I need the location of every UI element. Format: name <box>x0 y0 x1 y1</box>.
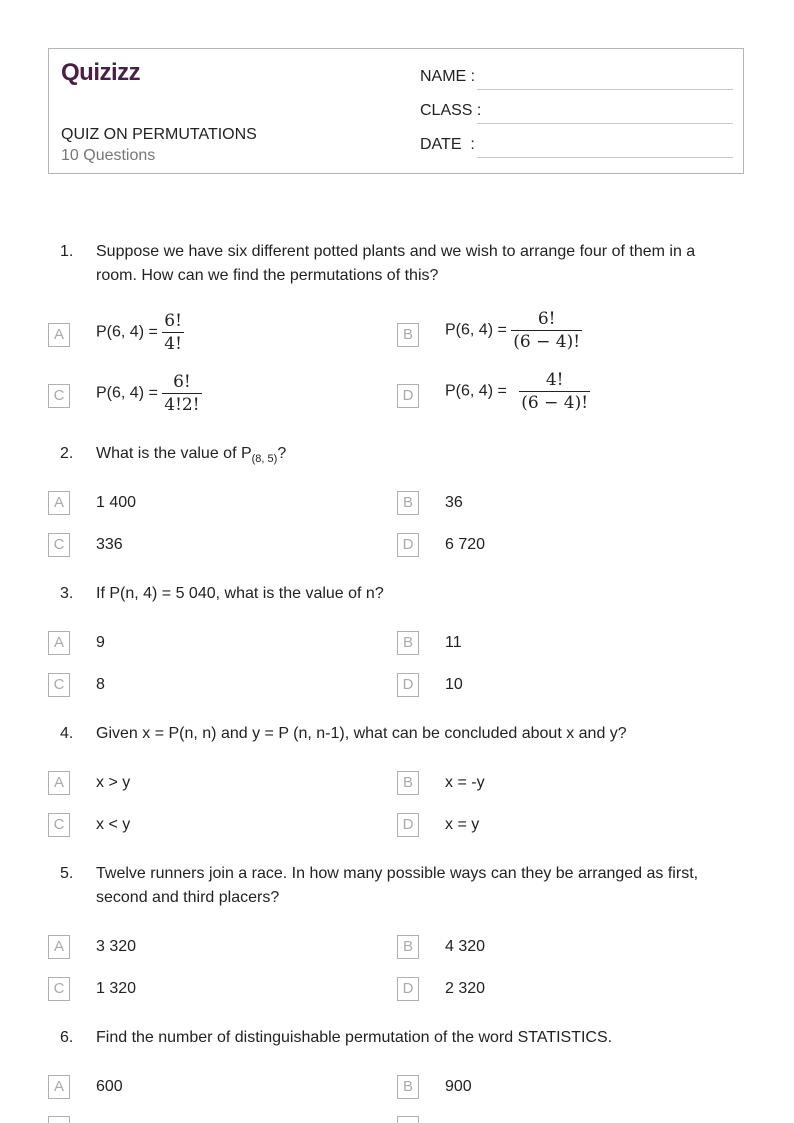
numerator: 6! <box>164 311 182 331</box>
numerator: 6! <box>173 372 191 392</box>
question-3 <box>60 582 740 606</box>
option-a-text[interactable] <box>96 310 184 355</box>
name-label: NAME : <box>420 68 476 85</box>
option-letter-a[interactable]: A <box>48 631 70 655</box>
question-number: 5. <box>60 865 74 882</box>
option-letter-a[interactable]: A <box>48 935 70 959</box>
option-letter-b[interactable]: B <box>397 491 419 515</box>
option-a-text[interactable]: 600 <box>96 1078 123 1095</box>
fraction <box>511 308 582 353</box>
quiz-title: QUIZ ON PERMUTATIONS <box>61 126 257 143</box>
question-number: 2. <box>60 445 74 462</box>
question-number: 3. <box>60 585 74 602</box>
option-d-text[interactable]: 10 <box>445 676 463 693</box>
option-a-text[interactable]: 3 320 <box>96 938 137 955</box>
option-b-text[interactable] <box>445 308 582 353</box>
question-text: Find the number of distinguishable permutation of the word STATISTICS. <box>96 1029 613 1046</box>
option-d-text[interactable]: 2 320 <box>445 980 486 997</box>
option-a-text[interactable]: 1 400 <box>96 494 137 511</box>
question-text: Twelve runners join a race. In how many possible ways can they be arranged as first, second and third placers? <box>96 865 699 906</box>
option-b-text[interactable]: 4 320 <box>445 938 486 955</box>
fraction <box>162 310 184 355</box>
numerator: 6! <box>537 309 556 329</box>
class-label: CLASS : <box>420 102 482 119</box>
option-d-text[interactable]: x = y <box>445 816 480 833</box>
formula-prefix: P(6, 4) = <box>96 323 158 341</box>
option-letter-c[interactable]: C <box>48 673 70 697</box>
fraction <box>162 371 201 416</box>
option-letter-c[interactable]: C <box>48 384 70 408</box>
option-letter-c[interactable]: C <box>48 813 70 837</box>
quizizz-logo: Quizizz <box>61 59 141 86</box>
formula-prefix: P(6, 4) = <box>445 321 507 339</box>
option-letter-b[interactable]: B <box>397 631 419 655</box>
question-5 <box>60 862 740 910</box>
option-letter-b[interactable]: B <box>397 1075 419 1099</box>
option-letter-b[interactable]: B <box>397 935 419 959</box>
name-field[interactable] <box>477 89 733 90</box>
option-letter-d[interactable]: D <box>397 673 419 697</box>
option-b-text[interactable]: x = -y <box>445 774 485 791</box>
question-text <box>96 442 728 471</box>
option-letter-a[interactable]: A <box>48 771 70 795</box>
option-letter-c[interactable]: C <box>48 977 70 1001</box>
option-letter-d[interactable]: D <box>397 384 419 408</box>
denominator: 4! <box>164 334 182 354</box>
question-1 <box>60 240 740 288</box>
option-letter-b[interactable]: B <box>397 323 419 347</box>
option-letter-a[interactable]: A <box>48 323 70 347</box>
option-d-text[interactable]: 6 720 <box>445 536 486 553</box>
option-letter-d[interactable]: D <box>397 977 419 1001</box>
option-c-text[interactable]: x < y <box>96 816 131 833</box>
class-field[interactable] <box>477 123 733 124</box>
option-letter-d[interactable]: D <box>397 813 419 837</box>
question-text: Suppose we have six different potted plants and we wish to arrange four of them in a room. How can we find the permutations of this? <box>96 243 696 284</box>
question-2 <box>60 442 740 466</box>
option-c-text[interactable] <box>96 371 202 416</box>
option-letter-a[interactable]: A <box>48 491 70 515</box>
formula-prefix: P(6, 4) = <box>445 382 507 400</box>
fraction <box>519 369 590 414</box>
option-letter-d[interactable]: D <box>397 533 419 557</box>
question-number: 6. <box>60 1029 74 1046</box>
question-number: 4. <box>60 725 74 742</box>
option-c-text[interactable]: 336 <box>96 536 123 553</box>
question-number: 1. <box>60 243 74 260</box>
question-6 <box>60 1026 740 1050</box>
option-c-text[interactable]: 8 <box>96 676 105 693</box>
option-letter-c-partial[interactable] <box>48 1116 70 1123</box>
question-count: 10 Questions <box>61 147 156 164</box>
worksheet-header <box>48 48 744 174</box>
denominator: 4!2! <box>164 395 200 415</box>
option-b-text[interactable]: 36 <box>445 494 463 511</box>
option-a-text[interactable]: 9 <box>96 634 105 651</box>
option-letter-d-partial[interactable] <box>397 1116 419 1123</box>
question-4 <box>60 722 740 746</box>
question-text: Given x = P(n, n) and y = P (n, n-1), what can be concluded about x and y? <box>96 725 627 742</box>
question-text: If P(n, 4) = 5 040, what is the value of n? <box>96 585 384 602</box>
question-mark: ? <box>277 445 287 462</box>
option-c-text[interactable]: 1 320 <box>96 980 137 997</box>
option-letter-b[interactable]: B <box>397 771 419 795</box>
option-b-text[interactable]: 900 <box>445 1078 472 1095</box>
option-a-text[interactable]: x > y <box>96 774 131 791</box>
numerator: 4! <box>545 370 564 390</box>
subscript: (8, 5) <box>251 453 278 465</box>
formula-prefix: P(6, 4) = <box>96 384 158 402</box>
question-text-main: What is the value of P <box>96 445 252 462</box>
option-letter-a[interactable]: A <box>48 1075 70 1099</box>
option-b-text[interactable]: 11 <box>445 634 462 651</box>
denominator: (6 − 4)! <box>521 393 589 413</box>
date-label: DATE : <box>420 136 475 153</box>
denominator: (6 − 4)! <box>513 332 581 352</box>
option-d-text[interactable] <box>445 369 590 414</box>
date-field[interactable] <box>477 157 733 158</box>
option-letter-c[interactable]: C <box>48 533 70 557</box>
